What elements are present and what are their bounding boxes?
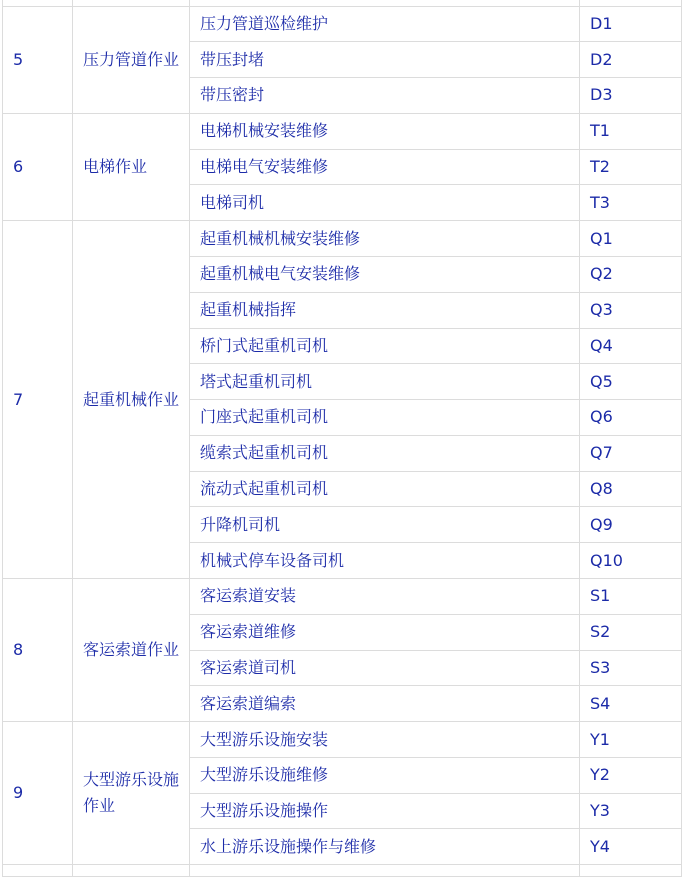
item-name-cell: 缆索式起重机司机	[190, 435, 580, 471]
category-cell: 电梯作业	[73, 113, 190, 220]
category-cell-partial	[73, 865, 190, 877]
table-row	[3, 722, 682, 758]
item-name-cell: 桥门式起重机司机	[190, 328, 580, 364]
item-name-cell: 电梯司机	[190, 185, 580, 221]
item-name-cell: 升降机司机	[190, 507, 580, 543]
item-name-cell: 大型游乐设施操作	[190, 793, 580, 829]
item-name-cell: 客运索道安装	[190, 579, 580, 615]
item-name-cell: 机械式停车设备司机	[190, 543, 580, 579]
item-name-cell: 塔式起重机司机	[190, 364, 580, 400]
item-name-cell: 起重机械电气安装维修	[190, 256, 580, 292]
item-code-cell: S2	[580, 614, 682, 650]
item-code-cell: Q2	[580, 256, 682, 292]
item-code-cell: D1	[580, 6, 682, 42]
item-code-cell: Q7	[580, 435, 682, 471]
serial-cell: 7	[3, 221, 73, 579]
special-equipment-operations-table	[2, 0, 682, 877]
category-cell: 压力管道作业	[73, 6, 190, 113]
item-code-cell: T3	[580, 185, 682, 221]
item-code-cell: Y1	[580, 722, 682, 758]
item-code-cell: Y4	[580, 829, 682, 865]
item-name-cell: 压力管道巡检维护	[190, 6, 580, 42]
item-name-cell: 门座式起重机司机	[190, 400, 580, 436]
item-code-cell: Q1	[580, 221, 682, 257]
item-name-cell: 流动式起重机司机	[190, 471, 580, 507]
item-code-cell: D3	[580, 78, 682, 114]
table-row	[3, 6, 682, 42]
serial-cell: 9	[3, 722, 73, 865]
item-code-cell: D2	[580, 42, 682, 78]
serial-cell: 6	[3, 113, 73, 220]
item-code-cell: Q5	[580, 364, 682, 400]
item-code-cell: S3	[580, 650, 682, 686]
item-code-cell: Y3	[580, 793, 682, 829]
item-name-cell: 客运索道编索	[190, 686, 580, 722]
item-name-cell: 电梯电气安装维修	[190, 149, 580, 185]
item-code-cell: Q9	[580, 507, 682, 543]
category-cell: 大型游乐设施作业	[73, 722, 190, 865]
item-name-cell: 带压封堵	[190, 42, 580, 78]
table-row	[3, 221, 682, 257]
item-code-cell: T2	[580, 149, 682, 185]
item-name-cell: 客运索道维修	[190, 614, 580, 650]
item-name-cell: 带压密封	[190, 78, 580, 114]
item-name-cell: 水上游乐设施操作与维修	[190, 829, 580, 865]
item-code-cell: Y2	[580, 757, 682, 793]
category-cell: 起重机械作业	[73, 221, 190, 579]
item-code-cell: S1	[580, 579, 682, 615]
item-code-cell: Q10	[580, 543, 682, 579]
item-name-cell: 起重机械指挥	[190, 292, 580, 328]
table-row	[3, 113, 682, 149]
item-code-cell: Q8	[580, 471, 682, 507]
serial-cell: 5	[3, 6, 73, 113]
partial-row-bottom	[3, 865, 682, 877]
item-code-cell: T1	[580, 113, 682, 149]
item-code-cell-partial	[580, 865, 682, 877]
serial-cell: 8	[3, 579, 73, 722]
item-name-cell-partial	[190, 865, 580, 877]
item-name-cell: 电梯机械安装维修	[190, 113, 580, 149]
item-code-cell: Q6	[580, 400, 682, 436]
category-cell: 客运索道作业	[73, 579, 190, 722]
item-code-cell: S4	[580, 686, 682, 722]
item-code-cell: Q3	[580, 292, 682, 328]
table-body	[3, 0, 682, 877]
item-name-cell: 大型游乐设施安装	[190, 722, 580, 758]
item-code-cell: Q4	[580, 328, 682, 364]
serial-cell-partial	[3, 865, 73, 877]
item-name-cell: 大型游乐设施维修	[190, 757, 580, 793]
item-name-cell: 起重机械机械安装维修	[190, 221, 580, 257]
item-name-cell: 客运索道司机	[190, 650, 580, 686]
table-row	[3, 579, 682, 615]
